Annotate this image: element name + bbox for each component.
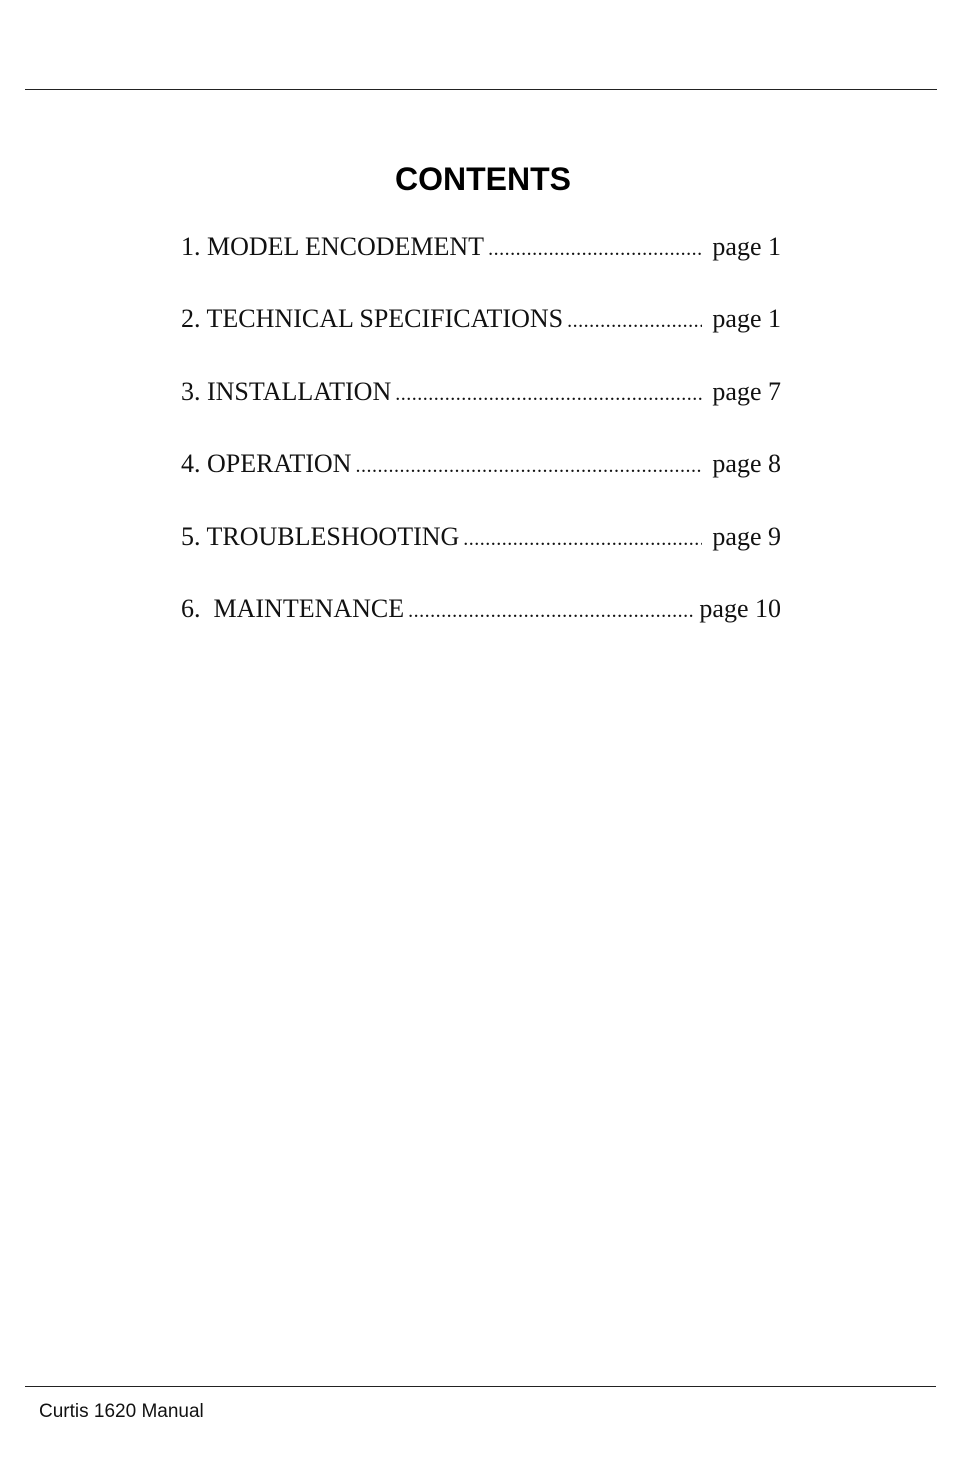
toc-entry-label: 6. MAINTENANCE [181, 593, 405, 623]
header-rule [25, 89, 937, 90]
toc-dot-leader [395, 375, 702, 413]
toc-entry-page: page 9 [712, 521, 781, 551]
toc-dot-leader [488, 230, 702, 268]
toc-entry-model-encodement[interactable] [181, 228, 781, 300]
toc-entry-installation[interactable] [181, 373, 781, 445]
toc-dot-leader [567, 302, 702, 340]
toc-dot-leader [463, 520, 702, 558]
toc-entry-technical-specifications[interactable] [181, 300, 781, 372]
toc-entry-label: 5. TROUBLESHOOTING [181, 521, 460, 551]
toc-entry-label: 3. INSTALLATION [181, 376, 392, 406]
page-title: CONTENTS [395, 161, 571, 197]
toc-entry-label: 4. OPERATION [181, 449, 352, 479]
toc-entry-page: page 1 [712, 232, 781, 261]
toc-entry-page: page 1 [712, 304, 781, 334]
table-of-contents [181, 228, 781, 662]
footer-rule [25, 1386, 936, 1387]
toc-entry-label: 2. TECHNICAL SPECIFICATIONS [181, 304, 564, 334]
footer-text: Curtis 1620 Manual [39, 1401, 204, 1422]
toc-entry-maintenance[interactable] [181, 590, 781, 662]
toc-entry-troubleshooting[interactable] [181, 518, 781, 590]
toc-entry-page: page 10 [699, 593, 781, 623]
toc-entry-operation[interactable] [181, 445, 781, 517]
toc-dot-leader [355, 447, 702, 485]
toc-entry-label: 1. MODEL ENCODEMENT [181, 232, 485, 261]
toc-entry-page: page 7 [712, 376, 781, 406]
toc-entry-page: page 8 [712, 449, 781, 479]
toc-dot-leader [408, 592, 695, 630]
